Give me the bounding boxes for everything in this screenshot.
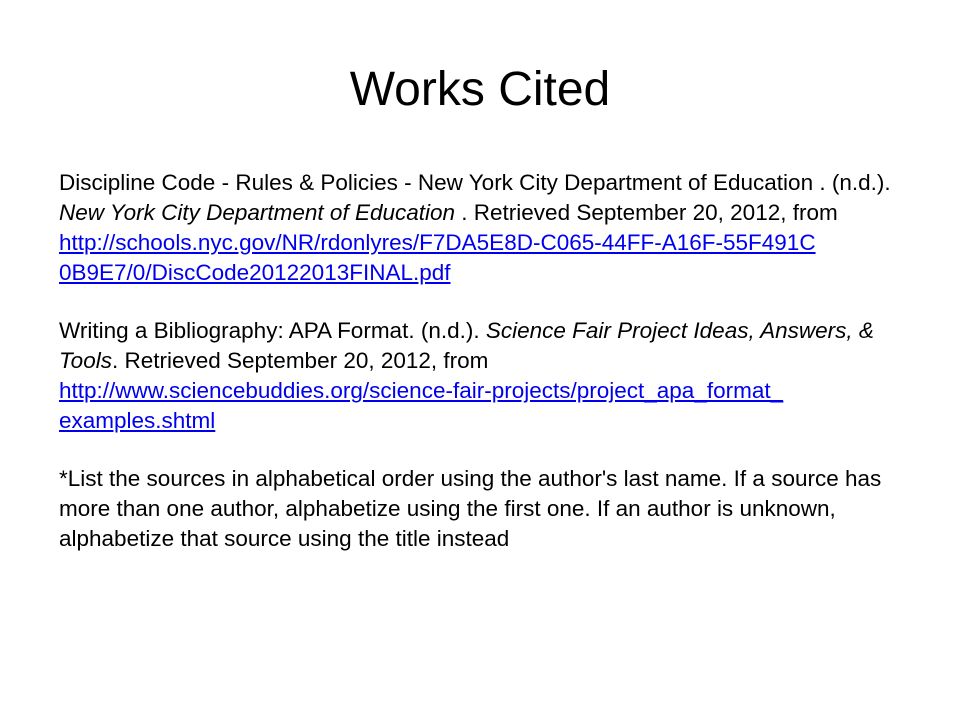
citation-source: Science Fair Project Ideas, Answers, & Tools <box>59 318 874 373</box>
citation-tail: . Retrieved September 20, 2012, from <box>111 348 489 373</box>
citation-link[interactable]: http://schools.nyc.gov/NR/rdonlyres/F7DA5E8D-C065-44FF-A16F-55F491C0B9E7/0/DiscCode20122013FINAL.pdf <box>59 230 816 285</box>
citation-lead: Discipline Code - Rules & Policies - New York City Department of Education . (n.d.). <box>59 170 891 195</box>
citation-lead: Writing a Bibliography: APA Format. (n.d.). <box>59 318 486 343</box>
citation-entry <box>59 316 919 436</box>
citation-list <box>59 168 919 554</box>
citation-tail: . Retrieved September 20, 2012, from <box>455 200 838 225</box>
citation-entry <box>59 168 919 288</box>
slide-title: Works Cited <box>349 63 611 116</box>
citation-link[interactable]: http://www.sciencebuddies.org/science-fair-projects/project_apa_format_examples.shtml <box>59 378 784 433</box>
citation-source: New York City Department of Education <box>59 200 456 225</box>
ordering-note: *List the sources in alphabetical order using the author's last name. If a source has more than one author, alphabetize using the first one. If an author is unknown, alphabetize that source using the title instead <box>59 466 882 551</box>
